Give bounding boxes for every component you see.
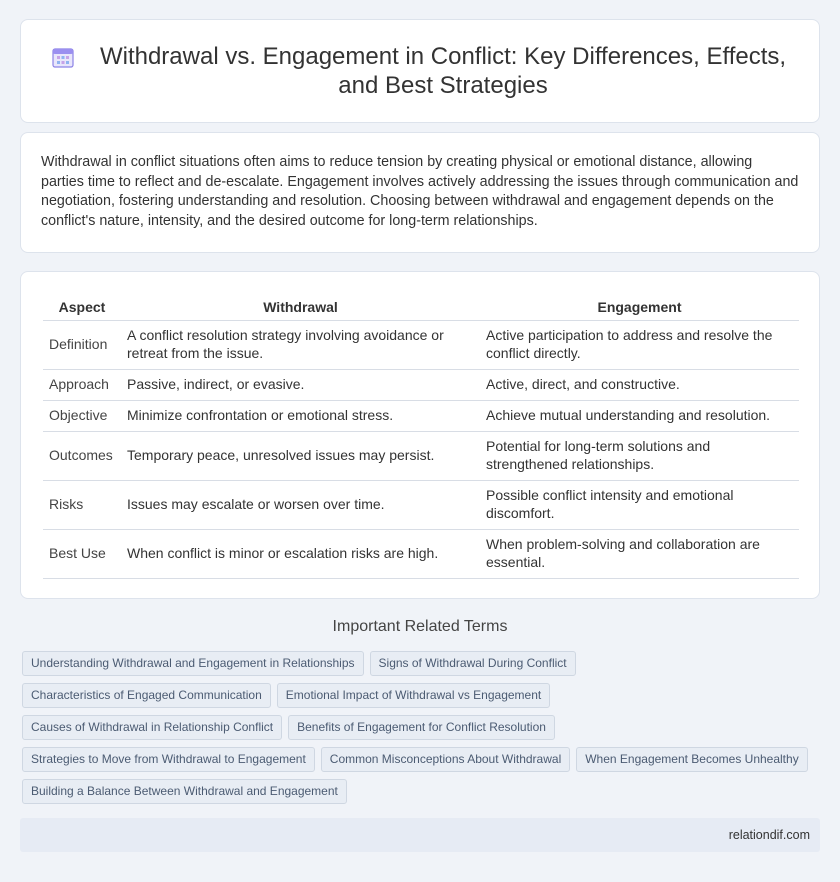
related-term-link[interactable]: Understanding Withdrawal and Engagement in Relationships bbox=[22, 651, 364, 676]
footer-site-link[interactable]: relationdif.com bbox=[728, 828, 810, 842]
row-aspect: Risks bbox=[43, 480, 121, 529]
intro-text: Withdrawal in conflict situations often aims to reduce tension by creating physical or emotional distance, allowing parties time to reflect and de-escalate. Engagement involves actively addressing the issues through communication and negotiation, fostering understanding and resolution. Choosing between withdrawal and engagement depends on the conflict's nature, intensity, and the desired outcome for long-term relationships. bbox=[41, 154, 799, 229]
row-aspect: Objective bbox=[43, 400, 121, 431]
table-row bbox=[43, 480, 799, 529]
related-term-link[interactable]: Characteristics of Engaged Communication bbox=[22, 683, 271, 708]
row-withdrawal: Passive, indirect, or evasive. bbox=[121, 369, 480, 400]
table-row bbox=[43, 400, 799, 431]
related-term-link[interactable]: Emotional Impact of Withdrawal vs Engagement bbox=[277, 683, 550, 708]
row-engagement: Active, direct, and constructive. bbox=[480, 369, 799, 400]
row-aspect: Approach bbox=[43, 369, 121, 400]
comparison-card bbox=[20, 271, 820, 599]
comparison-table bbox=[43, 294, 799, 579]
column-header-withdrawal: Withdrawal bbox=[121, 294, 480, 320]
related-term-link[interactable]: Building a Balance Between Withdrawal and Engagement bbox=[22, 779, 347, 804]
row-withdrawal: Issues may escalate or worsen over time. bbox=[121, 480, 480, 529]
related-term-link[interactable]: When Engagement Becomes Unhealthy bbox=[576, 747, 807, 772]
row-engagement: When problem-solving and collaboration are essential. bbox=[480, 529, 799, 578]
column-header-aspect: Aspect bbox=[43, 294, 121, 320]
row-aspect: Definition bbox=[43, 320, 121, 369]
row-withdrawal: Temporary peace, unresolved issues may persist. bbox=[121, 431, 480, 480]
table-row bbox=[43, 320, 799, 369]
row-engagement: Possible conflict intensity and emotional discomfort. bbox=[480, 480, 799, 529]
row-withdrawal: A conflict resolution strategy involving avoidance or retreat from the issue. bbox=[121, 320, 480, 369]
related-terms-list bbox=[22, 651, 822, 811]
related-term-link[interactable]: Causes of Withdrawal in Relationship Conflict bbox=[22, 715, 282, 740]
page-title: Withdrawal vs. Engagement in Conflict: Key Differences, Effects, and Best Strategies bbox=[99, 43, 787, 99]
intro-card bbox=[20, 132, 820, 253]
row-aspect: Best Use bbox=[43, 529, 121, 578]
table-row bbox=[43, 529, 799, 578]
related-term-link[interactable]: Common Misconceptions About Withdrawal bbox=[321, 747, 570, 772]
column-header-engagement: Engagement bbox=[480, 294, 799, 320]
related-terms-heading: Important Related Terms bbox=[332, 618, 508, 635]
related-term-link[interactable]: Strategies to Move from Withdrawal to Engagement bbox=[22, 747, 315, 772]
related-term-link[interactable]: Benefits of Engagement for Conflict Resolution bbox=[288, 715, 555, 740]
calendar-icon bbox=[51, 45, 75, 69]
row-engagement: Active participation to address and resolve the conflict directly. bbox=[480, 320, 799, 369]
row-withdrawal: Minimize confrontation or emotional stress. bbox=[121, 400, 480, 431]
row-engagement: Potential for long-term solutions and strengthened relationships. bbox=[480, 431, 799, 480]
footer bbox=[20, 818, 820, 852]
header-card bbox=[20, 19, 820, 123]
table-header-row bbox=[43, 294, 799, 320]
table-row bbox=[43, 369, 799, 400]
row-withdrawal: When conflict is minor or escalation risks are high. bbox=[121, 529, 480, 578]
row-engagement: Achieve mutual understanding and resolution. bbox=[480, 400, 799, 431]
related-term-link[interactable]: Signs of Withdrawal During Conflict bbox=[370, 651, 576, 676]
row-aspect: Outcomes bbox=[43, 431, 121, 480]
table-row bbox=[43, 431, 799, 480]
